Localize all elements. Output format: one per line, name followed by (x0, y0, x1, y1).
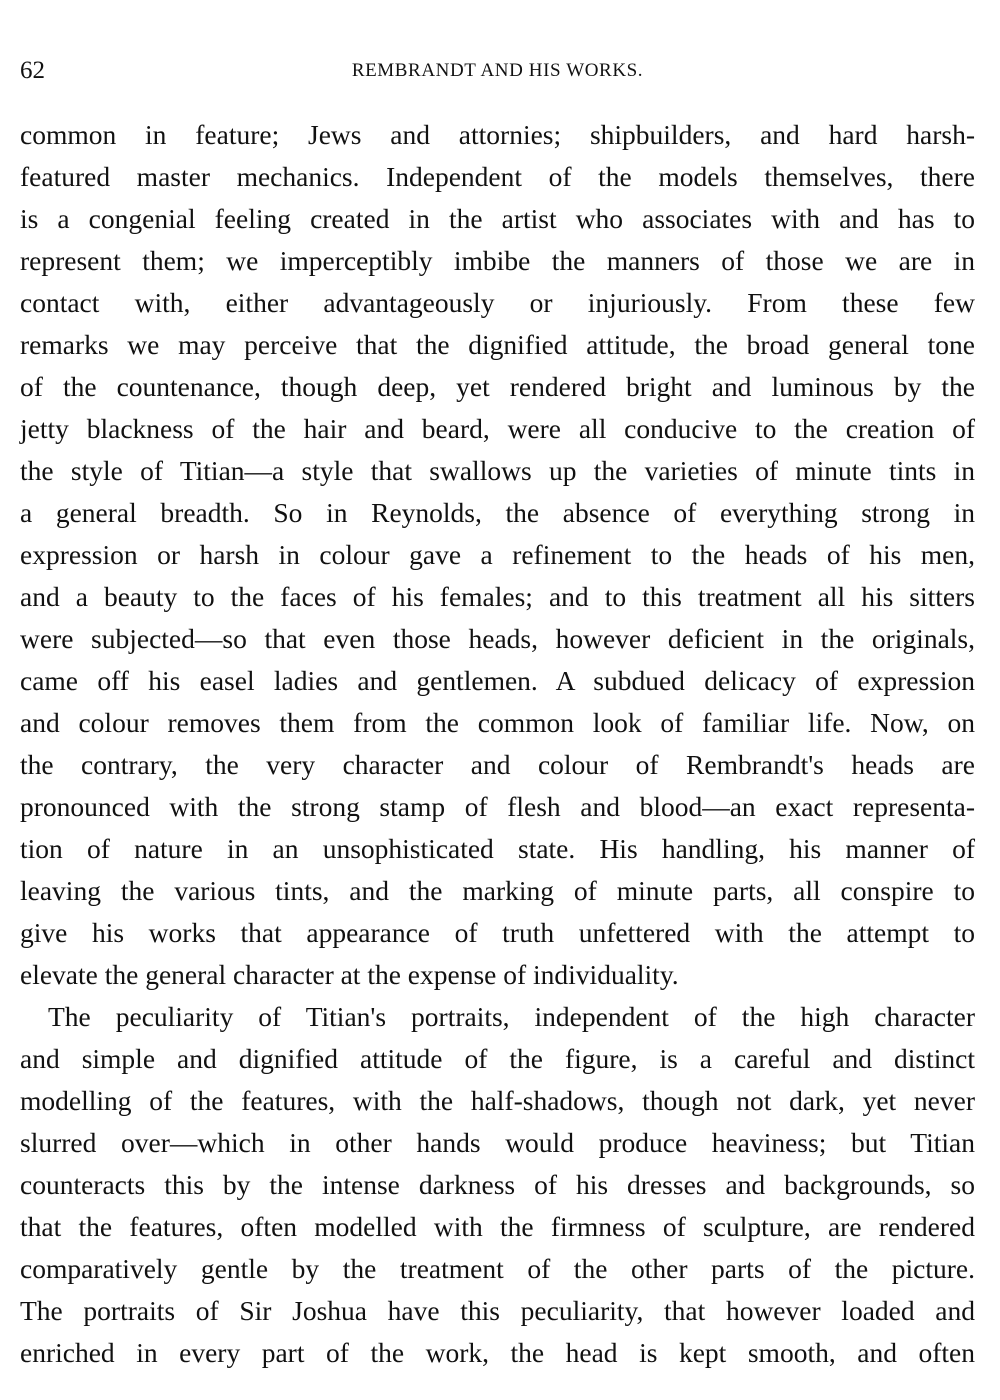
text-line: The peculiarity of Titian's portraits, independent of the high character (48, 1001, 975, 1032)
text-line: represent them; we imperceptibly imbibe the manners of those we are in (20, 245, 975, 276)
text-line: the style of Titian—a style that swallows up the varieties of minute tints in (20, 455, 975, 486)
text-line: and a beauty to the faces of his females; and to this treatment all his sitters (20, 581, 975, 612)
text-line: enriched in every part of the work, the head is kept smooth, and often (20, 1337, 975, 1368)
text-line: tion of nature in an unsophisticated state. His handling, his manner of (20, 833, 975, 864)
text-line: featured master mechanics. Independent of the models themselves, there (20, 161, 975, 192)
text-line: came off his easel ladies and gentlemen. A subdued delicacy of expression (20, 665, 975, 696)
text-line: is a congenial feeling created in the artist who associates with and has to (20, 203, 975, 234)
text-line: that the features, often modelled with the firmness of sculpture, are rendered (20, 1211, 975, 1242)
text-line: give his works that appearance of truth unfettered with the attempt to (20, 917, 975, 948)
text-line: common in feature; Jews and attornies; shipbuilders, and hard harsh- (20, 119, 975, 150)
text-line: expression or harsh in colour gave a refinement to the heads of his men, (20, 539, 975, 570)
text-line: remarks we may perceive that the dignified attitude, the broad general tone (20, 329, 975, 360)
running-title: REMBRANDT AND HIS WORKS. (351, 60, 644, 81)
text-line: pronounced with the strong stamp of flesh and blood—an exact representa- (20, 791, 975, 822)
text-line: The portraits of Sir Joshua have this peculiarity, that however loaded and (20, 1295, 975, 1326)
text-line: slurred over—which in other hands would produce heaviness; but Titian (20, 1127, 975, 1158)
text-line: leaving the various tints, and the marking of minute parts, all conspire to (20, 875, 975, 906)
text-line: and colour removes them from the common look of familiar life. Now, on (20, 707, 975, 738)
text-line: were subjected—so that even those heads, however deficient in the originals, (20, 623, 975, 654)
text-line: of the countenance, though deep, yet rendered bright and luminous by the (20, 371, 975, 402)
text-line: counteracts this by the intense darkness of his dresses and backgrounds, so (20, 1169, 975, 1200)
text-line: the contrary, the very character and colour of Rembrandt's heads are (20, 749, 975, 780)
running-head (20, 54, 975, 88)
paragraph-1 (20, 114, 975, 996)
text-line: a general breadth. So in Reynolds, the absence of everything strong in (20, 497, 975, 528)
text-line: jetty blackness of the hair and beard, were all conducive to the creation of (20, 413, 975, 444)
page-number: 62 (20, 57, 45, 84)
text-line: and simple and dignified attitude of the figure, is a careful and distinct (20, 1043, 975, 1074)
text-line: comparatively gentle by the treatment of the other parts of the picture. (20, 1253, 975, 1284)
text-line: contact with, either advantageously or injuriously. From these few (20, 287, 975, 318)
body-text (20, 114, 975, 1374)
text-line: elevate the general character at the expense of individuality. (20, 959, 679, 990)
paragraph-2 (20, 996, 975, 1374)
text-line: modelling of the features, with the half-shadows, though not dark, yet never (20, 1085, 975, 1116)
